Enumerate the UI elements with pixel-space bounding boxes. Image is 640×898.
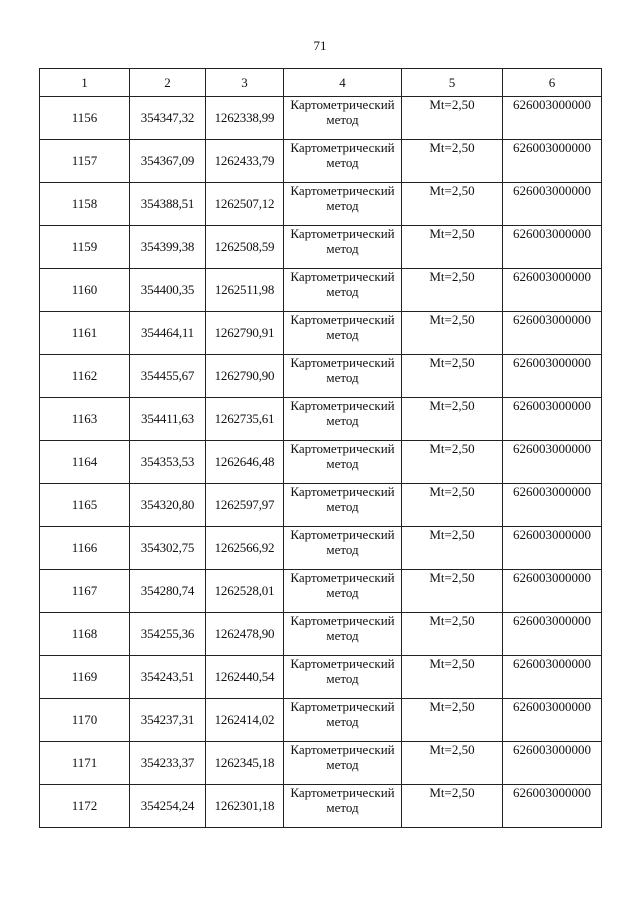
method-line-2: метод — [326, 757, 359, 772]
x-coordinate-cell: 354237,31 — [130, 699, 206, 742]
y-coordinate-cell: 1262790,91 — [206, 312, 284, 355]
method-cell — [284, 140, 402, 183]
method-cell — [284, 398, 402, 441]
method-line-1: Картометрический — [290, 484, 395, 499]
method-line-1: Картометрический — [290, 269, 395, 284]
y-coordinate-cell: 1262478,90 — [206, 613, 284, 656]
accuracy-cell: Mt=2,50 — [402, 312, 503, 355]
header-col-1: 1 — [40, 69, 130, 97]
table-row — [40, 527, 602, 570]
method-cell — [284, 656, 402, 699]
table-row — [40, 97, 602, 140]
accuracy-cell: Mt=2,50 — [402, 656, 503, 699]
accuracy-cell: Mt=2,50 — [402, 699, 503, 742]
y-coordinate-cell: 1262507,12 — [206, 183, 284, 226]
y-coordinate-cell: 1262646,48 — [206, 441, 284, 484]
header-col-5: 5 — [402, 69, 503, 97]
point-number-cell: 1158 — [40, 183, 130, 226]
table-body — [40, 97, 602, 828]
x-coordinate-cell: 354243,51 — [130, 656, 206, 699]
table-row — [40, 183, 602, 226]
x-coordinate-cell: 354455,67 — [130, 355, 206, 398]
cadastral-code-cell: 626003000000 — [503, 226, 602, 269]
method-line-1: Картометрический — [290, 312, 395, 327]
method-line-2: метод — [326, 714, 359, 729]
method-line-1: Картометрический — [290, 226, 395, 241]
method-line-1: Картометрический — [290, 140, 395, 155]
cadastral-code-cell: 626003000000 — [503, 527, 602, 570]
table-row — [40, 613, 602, 656]
table-row — [40, 269, 602, 312]
method-line-1: Картометрический — [290, 441, 395, 456]
method-cell — [284, 527, 402, 570]
y-coordinate-cell: 1262790,90 — [206, 355, 284, 398]
method-line-2: метод — [326, 800, 359, 815]
table-row — [40, 226, 602, 269]
method-cell — [284, 699, 402, 742]
accuracy-cell: Mt=2,50 — [402, 269, 503, 312]
header-col-3: 3 — [206, 69, 284, 97]
y-coordinate-cell: 1262597,97 — [206, 484, 284, 527]
point-number-cell: 1160 — [40, 269, 130, 312]
point-number-cell: 1166 — [40, 527, 130, 570]
method-cell — [284, 785, 402, 828]
y-coordinate-cell: 1262511,98 — [206, 269, 284, 312]
point-number-cell: 1168 — [40, 613, 130, 656]
point-number-cell: 1159 — [40, 226, 130, 269]
method-cell — [284, 570, 402, 613]
cadastral-code-cell: 626003000000 — [503, 441, 602, 484]
method-line-2: метод — [326, 155, 359, 170]
point-number-cell: 1163 — [40, 398, 130, 441]
point-number-cell: 1169 — [40, 656, 130, 699]
point-number-cell: 1157 — [40, 140, 130, 183]
method-line-2: метод — [326, 542, 359, 557]
table-row — [40, 656, 602, 699]
y-coordinate-cell: 1262433,79 — [206, 140, 284, 183]
cadastral-code-cell: 626003000000 — [503, 269, 602, 312]
header-col-4: 4 — [284, 69, 402, 97]
cadastral-code-cell: 626003000000 — [503, 613, 602, 656]
method-line-2: метод — [326, 198, 359, 213]
accuracy-cell: Mt=2,50 — [402, 226, 503, 269]
x-coordinate-cell: 354353,53 — [130, 441, 206, 484]
cadastral-code-cell: 626003000000 — [503, 484, 602, 527]
cadastral-code-cell: 626003000000 — [503, 183, 602, 226]
accuracy-cell: Mt=2,50 — [402, 140, 503, 183]
method-line-1: Картометрический — [290, 398, 395, 413]
method-line-2: метод — [326, 241, 359, 256]
point-number-cell: 1165 — [40, 484, 130, 527]
method-line-1: Картометрический — [290, 183, 395, 198]
table-row — [40, 312, 602, 355]
cadastral-code-cell: 626003000000 — [503, 97, 602, 140]
method-line-2: метод — [326, 413, 359, 428]
point-number-cell: 1156 — [40, 97, 130, 140]
y-coordinate-cell: 1262301,18 — [206, 785, 284, 828]
method-cell — [284, 742, 402, 785]
method-cell — [284, 226, 402, 269]
page-number: 71 — [313, 38, 327, 53]
x-coordinate-cell: 354411,63 — [130, 398, 206, 441]
table-row — [40, 398, 602, 441]
cadastral-code-cell: 626003000000 — [503, 570, 602, 613]
y-coordinate-cell: 1262508,59 — [206, 226, 284, 269]
method-cell — [284, 355, 402, 398]
y-coordinate-cell: 1262338,99 — [206, 97, 284, 140]
x-coordinate-cell: 354399,38 — [130, 226, 206, 269]
accuracy-cell: Mt=2,50 — [402, 183, 503, 226]
method-line-1: Картометрический — [290, 355, 395, 370]
method-line-2: метод — [326, 284, 359, 299]
method-line-2: метод — [326, 499, 359, 514]
accuracy-cell: Mt=2,50 — [402, 570, 503, 613]
accuracy-cell: Mt=2,50 — [402, 613, 503, 656]
method-cell — [284, 97, 402, 140]
method-line-1: Картометрический — [290, 742, 395, 757]
y-coordinate-cell: 1262566,92 — [206, 527, 284, 570]
method-cell — [284, 183, 402, 226]
method-line-1: Картометрический — [290, 570, 395, 585]
accuracy-cell: Mt=2,50 — [402, 398, 503, 441]
table-row — [40, 355, 602, 398]
table-row — [40, 742, 602, 785]
x-coordinate-cell: 354464,11 — [130, 312, 206, 355]
cadastral-code-cell: 626003000000 — [503, 785, 602, 828]
table-row — [40, 484, 602, 527]
method-line-1: Картометрический — [290, 699, 395, 714]
method-line-1: Картометрический — [290, 527, 395, 542]
header-col-2: 2 — [130, 69, 206, 97]
cadastral-code-cell: 626003000000 — [503, 140, 602, 183]
x-coordinate-cell: 354255,36 — [130, 613, 206, 656]
x-coordinate-cell: 354347,32 — [130, 97, 206, 140]
x-coordinate-cell: 354254,24 — [130, 785, 206, 828]
x-coordinate-cell: 354400,35 — [130, 269, 206, 312]
method-line-2: метод — [326, 628, 359, 643]
table-row — [40, 140, 602, 183]
accuracy-cell: Mt=2,50 — [402, 785, 503, 828]
table-row — [40, 699, 602, 742]
accuracy-cell: Mt=2,50 — [402, 355, 503, 398]
x-coordinate-cell: 354388,51 — [130, 183, 206, 226]
cadastral-code-cell: 626003000000 — [503, 742, 602, 785]
method-line-2: метод — [326, 671, 359, 686]
point-number-cell: 1161 — [40, 312, 130, 355]
cadastral-code-cell: 626003000000 — [503, 398, 602, 441]
accuracy-cell: Mt=2,50 — [402, 527, 503, 570]
point-number-cell: 1162 — [40, 355, 130, 398]
method-cell — [284, 613, 402, 656]
method-cell — [284, 441, 402, 484]
x-coordinate-cell: 354367,09 — [130, 140, 206, 183]
x-coordinate-cell: 354302,75 — [130, 527, 206, 570]
cadastral-code-cell: 626003000000 — [503, 656, 602, 699]
method-line-2: метод — [326, 112, 359, 127]
cadastral-code-cell: 626003000000 — [503, 699, 602, 742]
table-header-row — [40, 69, 602, 97]
method-line-1: Картометрический — [290, 656, 395, 671]
table-row — [40, 441, 602, 484]
method-line-1: Картометрический — [290, 613, 395, 628]
method-line-2: метод — [326, 370, 359, 385]
x-coordinate-cell: 354320,80 — [130, 484, 206, 527]
method-cell — [284, 269, 402, 312]
accuracy-cell: Mt=2,50 — [402, 742, 503, 785]
x-coordinate-cell: 354233,37 — [130, 742, 206, 785]
accuracy-cell: Mt=2,50 — [402, 484, 503, 527]
y-coordinate-cell: 1262414,02 — [206, 699, 284, 742]
cadastral-code-cell: 626003000000 — [503, 312, 602, 355]
method-cell — [284, 312, 402, 355]
table-row — [40, 570, 602, 613]
cadastral-code-cell: 626003000000 — [503, 355, 602, 398]
table-row — [40, 785, 602, 828]
header-col-6: 6 — [503, 69, 602, 97]
method-line-2: метод — [326, 327, 359, 342]
y-coordinate-cell: 1262528,01 — [206, 570, 284, 613]
point-number-cell: 1164 — [40, 441, 130, 484]
y-coordinate-cell: 1262345,18 — [206, 742, 284, 785]
point-number-cell: 1167 — [40, 570, 130, 613]
accuracy-cell: Mt=2,50 — [402, 441, 503, 484]
point-number-cell: 1172 — [40, 785, 130, 828]
point-number-cell: 1170 — [40, 699, 130, 742]
method-line-2: метод — [326, 585, 359, 600]
method-cell — [284, 484, 402, 527]
accuracy-cell: Mt=2,50 — [402, 97, 503, 140]
coordinates-table — [39, 68, 602, 828]
point-number-cell: 1171 — [40, 742, 130, 785]
y-coordinate-cell: 1262440,54 — [206, 656, 284, 699]
y-coordinate-cell: 1262735,61 — [206, 398, 284, 441]
method-line-1: Картометрический — [290, 97, 395, 112]
x-coordinate-cell: 354280,74 — [130, 570, 206, 613]
method-line-1: Картометрический — [290, 785, 395, 800]
method-line-2: метод — [326, 456, 359, 471]
